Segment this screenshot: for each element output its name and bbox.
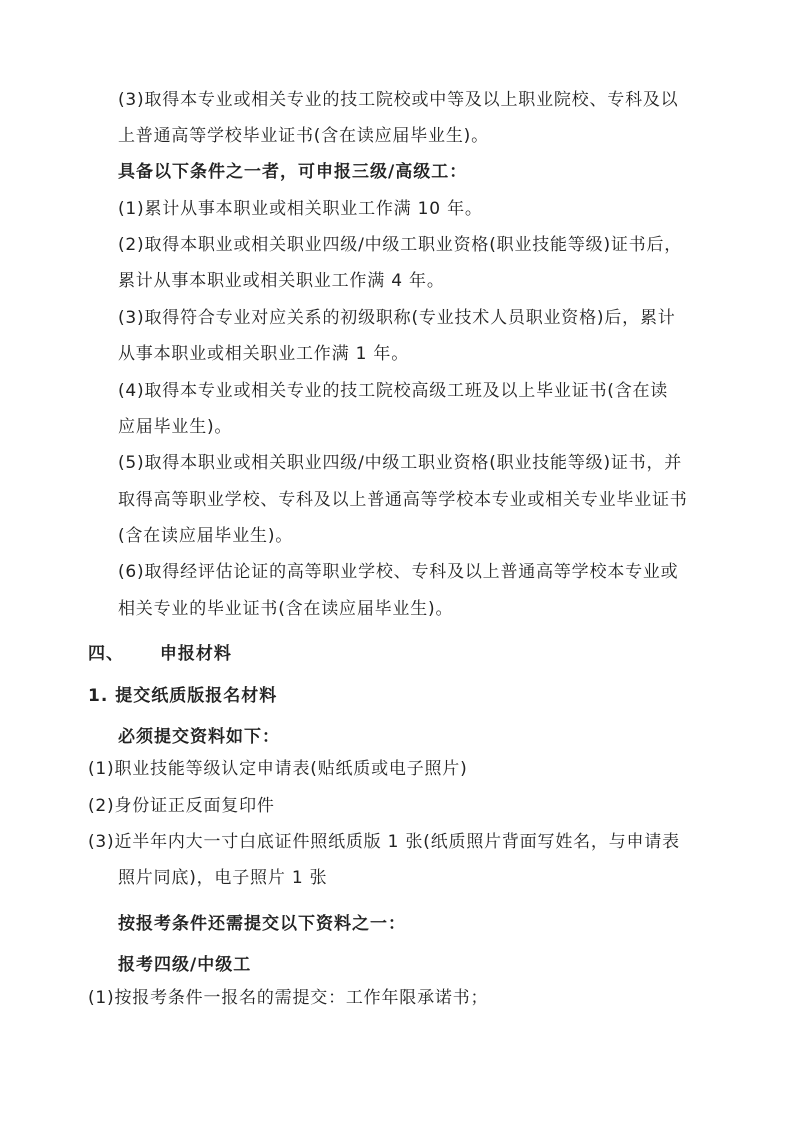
list-item: (2)取得本职业或相关职业四级/中级工职业资格(职业技能等级)证书后， xyxy=(118,235,683,255)
section-title: 申报材料 xyxy=(159,644,232,664)
list-item: (3)近半年内大一寸白底证件照纸质版 1 张(纸质照片背面写姓名，与申请表 xyxy=(88,832,680,852)
list-item-continuation: 取得高等职业学校、专科及以上普通高等学校本专业或相关专业毕业证书 xyxy=(118,490,688,510)
list-item: (1)按报考条件一报名的需提交：工作年限承诺书； xyxy=(88,988,489,1008)
list-item: (3)取得符合专业对应关系的初级职称(专业技术人员职业资格)后，累计 xyxy=(118,308,676,328)
list-item-continuation: 应届毕业生)。 xyxy=(118,417,233,437)
section-heading xyxy=(88,643,232,665)
level3-heading: 具备以下条件之一者，可申报三级/高级工： xyxy=(118,162,468,182)
list-item: (5)取得本职业或相关职业四级/中级工职业资格(职业技能等级)证书，并 xyxy=(118,453,683,473)
paragraph-line: (3)取得本专业或相关专业的技工院校或中等及以上职业院校、专科及以 xyxy=(118,90,679,110)
list-item-continuation: (含在读应届毕业生)。 xyxy=(118,526,294,546)
list-item: (4)取得本专业或相关专业的技工院校高级工班及以上毕业证书(含在读 xyxy=(118,381,669,401)
section-number: 四、 xyxy=(88,644,124,664)
list-item-continuation: 从事本职业或相关职业工作满 1 年。 xyxy=(118,344,410,364)
list-item-continuation: 照片同底)，电子照片 1 张 xyxy=(118,868,328,888)
list-item: (1)累计从事本职业或相关职业工作满 10 年。 xyxy=(118,199,483,219)
list-item-continuation: 累计从事本职业或相关职业工作满 4 年。 xyxy=(118,271,445,291)
list-item: (1)职业技能等级认定申请表(贴纸质或电子照片) xyxy=(88,759,468,779)
required-heading: 必须提交资料如下： xyxy=(118,727,280,747)
level4-heading: 报考四级/中级工 xyxy=(118,955,252,975)
conditional-heading: 按报考条件还需提交以下资料之一： xyxy=(118,914,406,934)
paragraph-line: 上普通高等学校毕业证书(含在读应届毕业生)。 xyxy=(118,126,489,146)
list-item: (2)身份证正反面复印件 xyxy=(88,796,275,816)
list-item-continuation: 相关专业的毕业证书(含在读应届毕业生)。 xyxy=(118,599,454,619)
subsection-heading: 1. 提交纸质版报名材料 xyxy=(88,686,278,706)
list-item: (6)取得经评估论证的高等职业学校、专科及以上普通高等学校本专业或 xyxy=(118,562,679,582)
